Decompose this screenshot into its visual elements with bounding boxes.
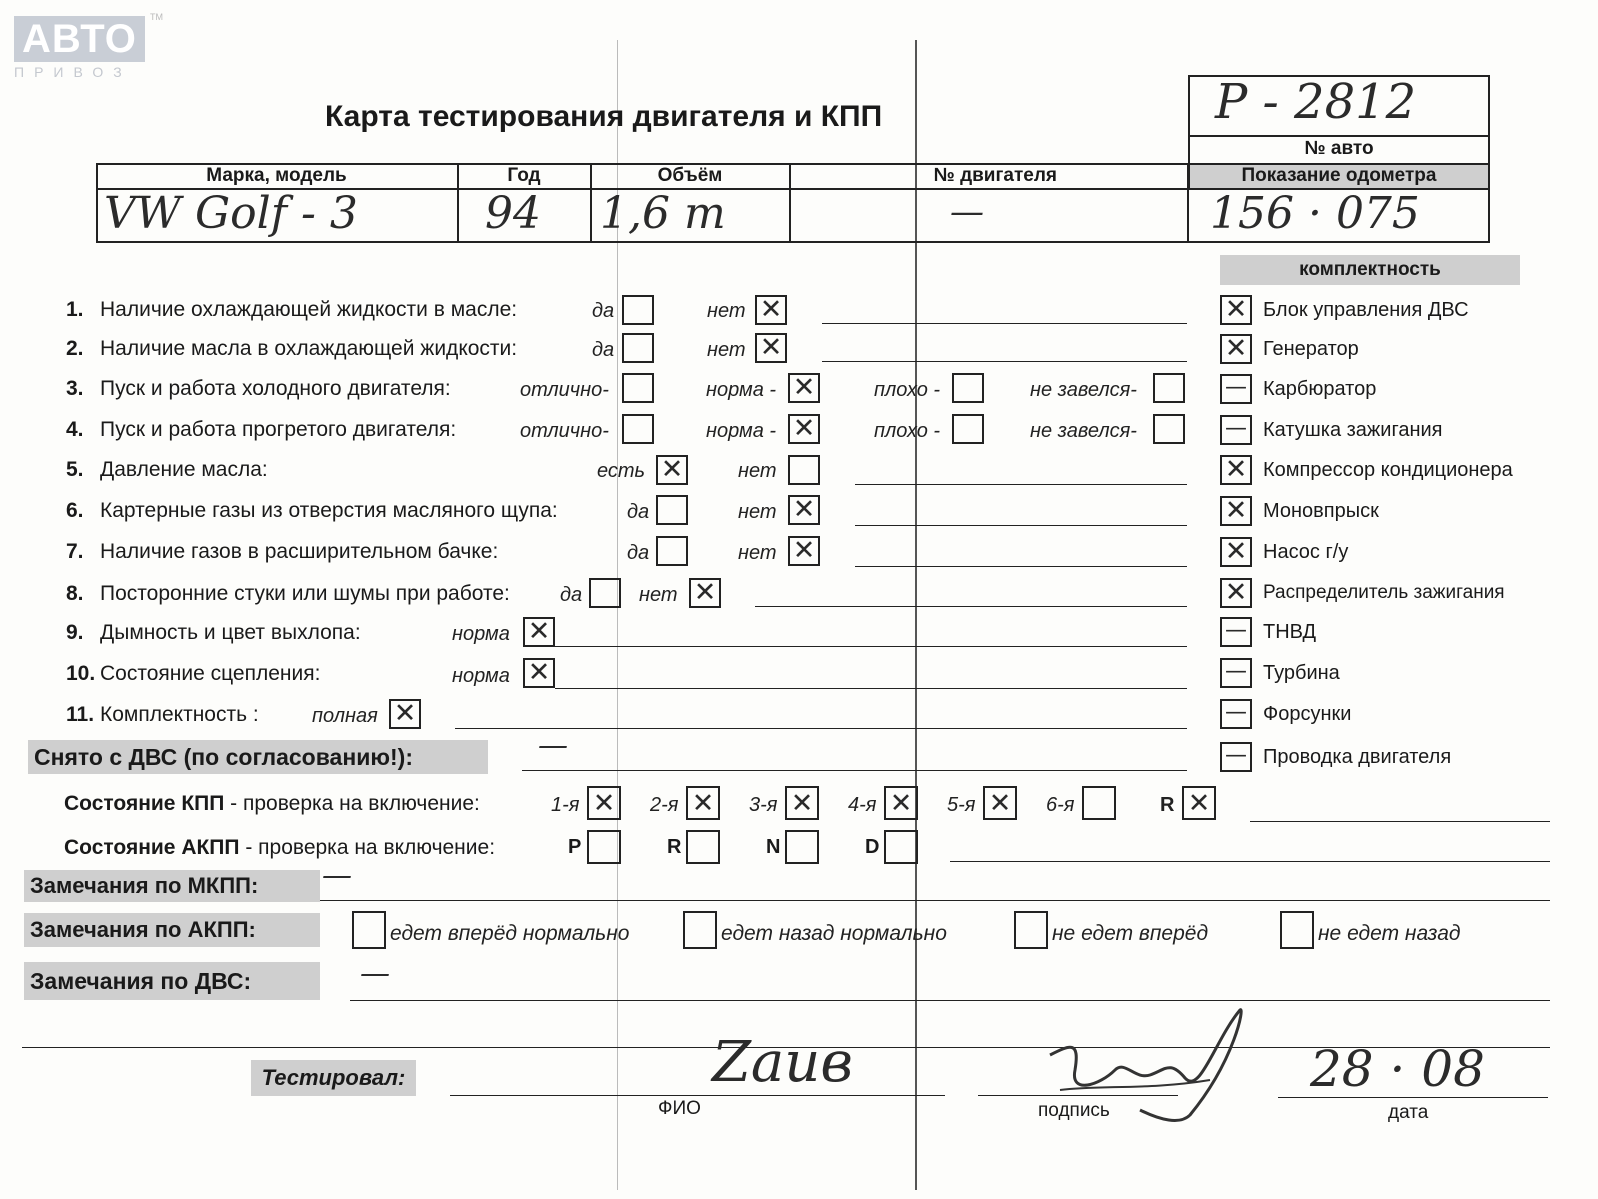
checkbox-gear-4[interactable] <box>884 786 918 820</box>
signature-label: подпись <box>1038 1100 1110 1121</box>
checkbox-row5-net[interactable] <box>788 455 820 485</box>
fio-line <box>450 1095 945 1096</box>
comp-item-8: Распределитель зажигания <box>1263 582 1505 603</box>
x-mark: ✕ <box>1224 577 1248 608</box>
option-label: есть <box>597 460 646 482</box>
position-label: D <box>865 836 880 858</box>
dash-mark: — <box>1225 375 1247 400</box>
fio-label: ФИО <box>658 1098 701 1119</box>
note-line <box>855 525 1187 526</box>
comp-item-1: Блок управления ДВС <box>1263 299 1469 321</box>
checkbox-row3-otlichno[interactable] <box>622 373 654 403</box>
checkbox-gear-1[interactable] <box>587 786 621 820</box>
gear-label: 4-я <box>848 794 877 816</box>
checkbox-comp-9[interactable] <box>1220 617 1252 647</box>
checkbox-gear-2[interactable] <box>686 786 720 820</box>
checkbox-comp-3[interactable] <box>1220 374 1252 404</box>
remarks-dvs-label: Замечания по ДВС: <box>24 962 320 1000</box>
x-mark: ✕ <box>1187 788 1211 819</box>
check-row-3: 3. Пуск и работа холодного двигателя: <box>66 377 451 400</box>
checkbox-row5-est[interactable] <box>656 455 688 485</box>
check-row-4: 4. Пуск и работа прогретого двигателя: <box>66 418 457 441</box>
note-line <box>822 323 1187 324</box>
dash-mark: — <box>1225 700 1247 725</box>
year-value: 94 <box>485 188 541 239</box>
check-row-5: 5. Давление масла: <box>66 458 268 481</box>
checkbox-comp-1[interactable] <box>1220 295 1252 325</box>
check-row-8: 8. Посторонние стуки или шумы при работе: <box>66 582 510 605</box>
remarks-mkpp-label: Замечания по МКПП: <box>24 870 320 902</box>
signature-line <box>978 1095 1178 1096</box>
gear-label: 2-я <box>650 794 679 816</box>
option-label: нет <box>707 300 746 322</box>
checkbox-row9-norma[interactable] <box>523 617 555 647</box>
x-mark: ✕ <box>592 788 616 819</box>
comp-item-2: Генератор <box>1263 338 1359 360</box>
x-mark: ✕ <box>790 788 814 819</box>
gear-label: 3-я <box>749 794 778 816</box>
checkbox-pos-n[interactable] <box>785 830 819 864</box>
note-line <box>320 900 1550 901</box>
comp-item-7: Насос г/у <box>1263 541 1349 563</box>
gear-label: 6-я <box>1046 794 1075 816</box>
checkbox-comp-2[interactable] <box>1220 334 1252 364</box>
year-label: Год <box>507 165 541 186</box>
x-mark: ✕ <box>889 788 913 819</box>
logo-sub: ПРИВОЗ <box>14 64 132 80</box>
check-row-6: 6. Картерные газы из отверстия масляного щупа: <box>66 499 558 522</box>
position-label: N <box>766 836 781 858</box>
checkbox-row1-da[interactable] <box>622 295 654 325</box>
note-line <box>950 861 1550 862</box>
fio-value: Zаив <box>712 1030 853 1095</box>
checkbox-pos-r[interactable] <box>686 830 720 864</box>
option-label: полная <box>312 705 378 727</box>
remarks-akpp-label: Замечания по АКПП: <box>24 913 320 947</box>
check-row-1: 1. Наличие охлаждающей жидкости в масле: <box>66 298 518 321</box>
checkbox-row3-norma[interactable] <box>788 373 820 403</box>
position-label: P <box>568 836 582 858</box>
logo <box>14 12 163 80</box>
option-label: норма - <box>706 420 777 442</box>
option-label: да <box>627 542 650 564</box>
x-mark: ✕ <box>693 577 717 608</box>
checkbox-row6-da[interactable] <box>656 495 688 525</box>
checkbox-row7-net[interactable] <box>788 536 820 566</box>
x-mark: ✕ <box>792 372 816 403</box>
comp-item-6: Моновпрыск <box>1263 500 1379 522</box>
checkbox-pos-p[interactable] <box>587 830 621 864</box>
note-line <box>855 566 1187 567</box>
make-value: VW Golf - 3 <box>104 188 358 239</box>
page-title: Карта тестирования двигателя и КПП <box>325 100 883 133</box>
note-line <box>755 606 1187 607</box>
volume-label: Объём <box>657 165 723 186</box>
x-mark: ✕ <box>1224 454 1248 485</box>
engine-number-label: № двигателя <box>933 165 1057 186</box>
position-label: R <box>667 836 682 858</box>
check-row-9: 9. Дымность и цвет выхлопа: <box>66 621 361 644</box>
dash-mark: — <box>1225 618 1247 643</box>
note-line <box>555 688 1187 689</box>
removed-value: — <box>538 728 568 763</box>
checkbox-gear-5[interactable] <box>983 786 1017 820</box>
check-row-11: 11. Комплектность : <box>66 703 259 726</box>
date-line <box>1278 1097 1548 1098</box>
tested-label: Тестировал: <box>251 1060 416 1096</box>
completeness-title: комплектность <box>1220 255 1520 285</box>
checkbox-row8-net[interactable] <box>689 578 721 608</box>
note-line <box>350 1000 1550 1001</box>
x-mark: ✕ <box>527 657 551 688</box>
gear-label: 1-я <box>551 794 580 816</box>
volume-value: 1,6 т <box>600 188 726 239</box>
option-label: плохо - <box>874 420 941 442</box>
x-mark: ✕ <box>759 294 783 325</box>
option-label: да <box>627 501 650 523</box>
option-label: да <box>560 584 583 606</box>
make-label: Марка, модель <box>206 165 347 186</box>
checkbox-gear-6[interactable] <box>1082 786 1116 820</box>
checkbox-pos-d[interactable] <box>884 830 918 864</box>
checkbox-row11-polnaya[interactable] <box>389 699 421 729</box>
checkbox-gear-r[interactable] <box>1182 786 1216 820</box>
x-mark: ✕ <box>1224 333 1248 364</box>
remarks-dvs-value: — <box>360 956 390 991</box>
comp-item-4: Катушка зажигания <box>1263 419 1443 441</box>
checkbox-row1-net[interactable] <box>755 295 787 325</box>
comp-item-5: Компрессор кондиционера <box>1263 459 1513 481</box>
comp-item-10: Турбина <box>1263 662 1340 684</box>
checkbox-row4-ploho[interactable] <box>952 414 984 444</box>
checkbox-row10-norma[interactable] <box>523 658 555 688</box>
option-label: отлично- <box>520 379 609 401</box>
x-mark: ✕ <box>1224 495 1248 526</box>
comp-item-12: Проводка двигателя <box>1263 746 1452 768</box>
akpp-option: едет назад нормально <box>721 922 947 945</box>
option-label: отлично- <box>520 420 609 442</box>
checkbox-row6-net[interactable] <box>788 495 820 525</box>
odometer-label: Показание одометра <box>1241 165 1437 186</box>
auto-number-label: № авто <box>1304 138 1374 159</box>
gear-label: R <box>1160 794 1175 816</box>
note-line <box>822 361 1187 362</box>
comp-item-11: Форсунки <box>1263 703 1352 725</box>
checkbox-akpp-1[interactable] <box>352 911 386 949</box>
logo-tm: TM <box>150 12 163 22</box>
date-label: дата <box>1388 1102 1429 1123</box>
x-mark: ✕ <box>792 535 816 566</box>
option-label: нет <box>738 501 777 523</box>
checkbox-comp-12[interactable] <box>1220 742 1252 772</box>
checkbox-row7-da[interactable] <box>656 536 688 566</box>
manual-gearbox-label: Состояние КПП - проверка на включение: <box>64 792 480 815</box>
option-label: норма <box>452 665 510 687</box>
checkbox-akpp-4[interactable] <box>1280 911 1314 949</box>
checkbox-row3-ploho[interactable] <box>952 373 984 403</box>
checkbox-comp-7[interactable] <box>1220 537 1252 567</box>
option-label: норма - <box>706 379 777 401</box>
option-label: да <box>592 300 615 322</box>
akpp-option: едет вперёд нормально <box>390 922 630 945</box>
option-label: нет <box>738 460 777 482</box>
dash-mark: — <box>1225 659 1247 684</box>
akpp-option: не едет назад <box>1318 922 1461 945</box>
x-mark: ✕ <box>1224 536 1248 567</box>
checkbox-comp-10[interactable] <box>1220 658 1252 688</box>
checkbox-comp-6[interactable] <box>1220 496 1252 526</box>
checkbox-comp-8[interactable] <box>1220 578 1252 608</box>
option-label: не завелся- <box>1030 420 1137 442</box>
checkbox-row2-net[interactable] <box>755 333 787 363</box>
akpp-option: не едет вперёд <box>1052 922 1209 945</box>
checkbox-akpp-3[interactable] <box>1014 911 1048 949</box>
x-mark: ✕ <box>393 698 417 729</box>
x-mark: ✕ <box>988 788 1012 819</box>
logo-main: АВТО <box>14 16 145 62</box>
option-label: нет <box>738 542 777 564</box>
option-label: нет <box>707 339 746 361</box>
x-mark: ✕ <box>1224 294 1248 325</box>
checkbox-comp-11[interactable] <box>1220 699 1252 729</box>
dash-mark: — <box>1225 416 1247 441</box>
checkbox-gear-3[interactable] <box>785 786 819 820</box>
gear-label: 5-я <box>947 794 976 816</box>
removed-label: Снято с ДВС (по согласованию!): <box>28 740 488 774</box>
note-line <box>855 484 1187 485</box>
x-mark: ✕ <box>759 332 783 363</box>
remarks-mkpp-value: — <box>322 858 352 893</box>
check-row-2: 2. Наличие масла в охлаждающей жидкости: <box>66 337 518 360</box>
note-line <box>1250 821 1550 822</box>
x-mark: ✕ <box>792 494 816 525</box>
comp-item-9: ТНВД <box>1263 621 1317 643</box>
x-mark: ✕ <box>660 454 684 485</box>
note-line <box>522 770 1187 771</box>
check-row-7: 7. Наличие газов в расширительном бачке: <box>66 540 499 563</box>
option-label: нет <box>639 584 678 606</box>
x-mark: ✕ <box>792 413 816 444</box>
checkbox-row4-ne-zavelsya[interactable] <box>1153 414 1185 444</box>
dash-mark: — <box>1225 743 1247 768</box>
checkbox-comp-4[interactable] <box>1220 415 1252 445</box>
odometer-value: 156 · 075 <box>1210 188 1420 239</box>
comp-item-3: Карбюратор <box>1263 378 1377 400</box>
option-label: плохо - <box>874 379 941 401</box>
checkbox-row3-ne-zavelsya[interactable] <box>1153 373 1185 403</box>
checkbox-row4-norma[interactable] <box>788 414 820 444</box>
checkbox-row2-da[interactable] <box>622 333 654 363</box>
x-mark: ✕ <box>691 788 715 819</box>
check-row-10: 10. Состояние сцепления: <box>66 662 321 685</box>
auto-gearbox-label: Состояние АКПП - проверка на включение: <box>64 836 496 859</box>
option-label: да <box>592 339 615 361</box>
x-mark: ✕ <box>527 616 551 647</box>
date-value: 28 · 08 <box>1310 1040 1485 1098</box>
engine-number-value: — <box>950 192 984 232</box>
checkbox-akpp-2[interactable] <box>683 911 717 949</box>
checkbox-row4-otlichno[interactable] <box>622 414 654 444</box>
note-line <box>555 646 1187 647</box>
option-label: норма <box>452 623 510 645</box>
checkbox-row8-da[interactable] <box>589 578 621 608</box>
auto-number-value: Р - 2812 <box>1215 74 1417 130</box>
checkbox-comp-5[interactable] <box>1220 455 1252 485</box>
option-label: не завелся- <box>1030 379 1137 401</box>
